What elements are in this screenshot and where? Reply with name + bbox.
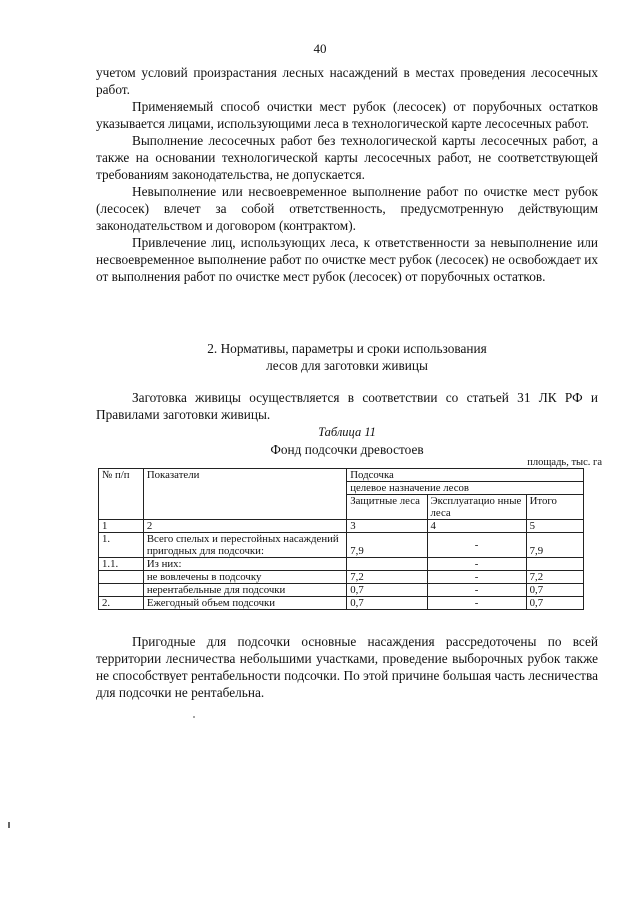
row-num: 1. [99,533,144,558]
row-exploitation: - [427,597,526,610]
table-header-row [99,469,584,482]
row-num [99,571,144,584]
page-number: 40 [313,41,327,56]
area-unit: площадь, тыс. га [527,457,602,468]
row-label: Из них: [143,558,346,571]
row-label: Всего спелых и перестойных насаждений пригодных для подсочки: [143,533,346,558]
body-text-bottom [96,633,598,701]
row-protective: 0,7 [347,584,427,597]
row-label: нерентабельные для подсочки [143,584,346,597]
scan-dot [193,716,195,718]
row-protective: 7,2 [347,571,427,584]
table-row [99,571,584,584]
row-total [526,558,583,571]
table-title: Фонд подсочки древостоев [270,442,424,457]
paragraph-3: Выполнение лесосечных работ без технологической карты лесосечных работ, а также на основании технологической карты лесосечных работ, не соответствующей требованиям законодательства, не допускается. [96,133,598,182]
row-total: 7,9 [526,533,583,558]
col-number: 1 [99,520,144,533]
scan-mark [8,822,10,828]
section-heading-line-1: 2. Нормативы, параметры и сроки использования [207,341,487,356]
table-row [99,584,584,597]
table-label: Таблица 11 [318,425,376,439]
body-text-top [96,64,598,285]
paragraph-5: Привлечение лиц, использующих леса, к ответственности за невыполнение или несвоевременное выполнение работ по очистке мест рубок (лесосек) не освобождает их от выполнения работ по очистке мест рубок (лесосек) от порубочных остатков. [96,235,598,284]
row-protective: 0,7 [347,597,427,610]
header-exploitation: Эксплуатацио нные леса [427,495,526,520]
header-protective: Защитные леса [347,495,427,520]
intro-text [96,389,598,423]
table-column-number-row [99,520,584,533]
header-purpose: целевое назначение лесов [347,482,584,495]
row-num: 2. [99,597,144,610]
row-total: 0,7 [526,597,583,610]
paragraph-2: Применяемый способ очистки мест рубок (лесосек) от порубочных остатков указывается лицами, использующими леса в технологической карте лесосечных работ. [96,99,598,131]
section-heading-line-2: лесов для заготовки живицы [266,358,428,373]
col-number: 5 [526,520,583,533]
row-exploitation: - [427,558,526,571]
row-protective: 7,9 [347,533,427,558]
closing-paragraph: Пригодные для подсочки основные насаждения рассредоточены по всей территории лесничества небольшими участками, проведение выборочных рубок также не способствует рентабельности подсочки. По этой причине большая часть лесничества для подсочки не рентабельна. [96,634,598,700]
row-num [99,584,144,597]
header-num: № п/п [99,469,144,520]
row-num: 1.1. [99,558,144,571]
intro-paragraph: Заготовка живицы осуществляется в соответствии со статьей 31 ЛК РФ и Правилами заготовки живицы. [96,390,598,422]
paragraph-4: Невыполнение или несвоевременное выполнение работ по очистке мест рубок (лесосек) влечет за собой ответственность, предусмотренную действующим законодательством и договором (контрактом). [96,184,598,233]
table-row [99,533,584,558]
table-row [99,597,584,610]
col-number: 2 [143,520,346,533]
row-exploitation: - [427,533,526,558]
row-total: 7,2 [526,571,583,584]
section-heading [96,340,598,374]
col-number: 3 [347,520,427,533]
tapping-fund-table [98,468,584,610]
header-total: Итого [526,495,583,520]
header-tapping: Подсочка [347,469,584,482]
row-label: Ежегодный объем подсочки [143,597,346,610]
row-exploitation: - [427,584,526,597]
col-number: 4 [427,520,526,533]
row-protective [347,558,427,571]
row-total: 0,7 [526,584,583,597]
row-exploitation: - [427,571,526,584]
header-indicators: Показатели [143,469,346,520]
table-row [99,558,584,571]
row-label: не вовлечены в подсочку [143,571,346,584]
paragraph-1: учетом условий произрастания лесных насаждений в местах проведения лесосечных работ. [96,65,598,97]
